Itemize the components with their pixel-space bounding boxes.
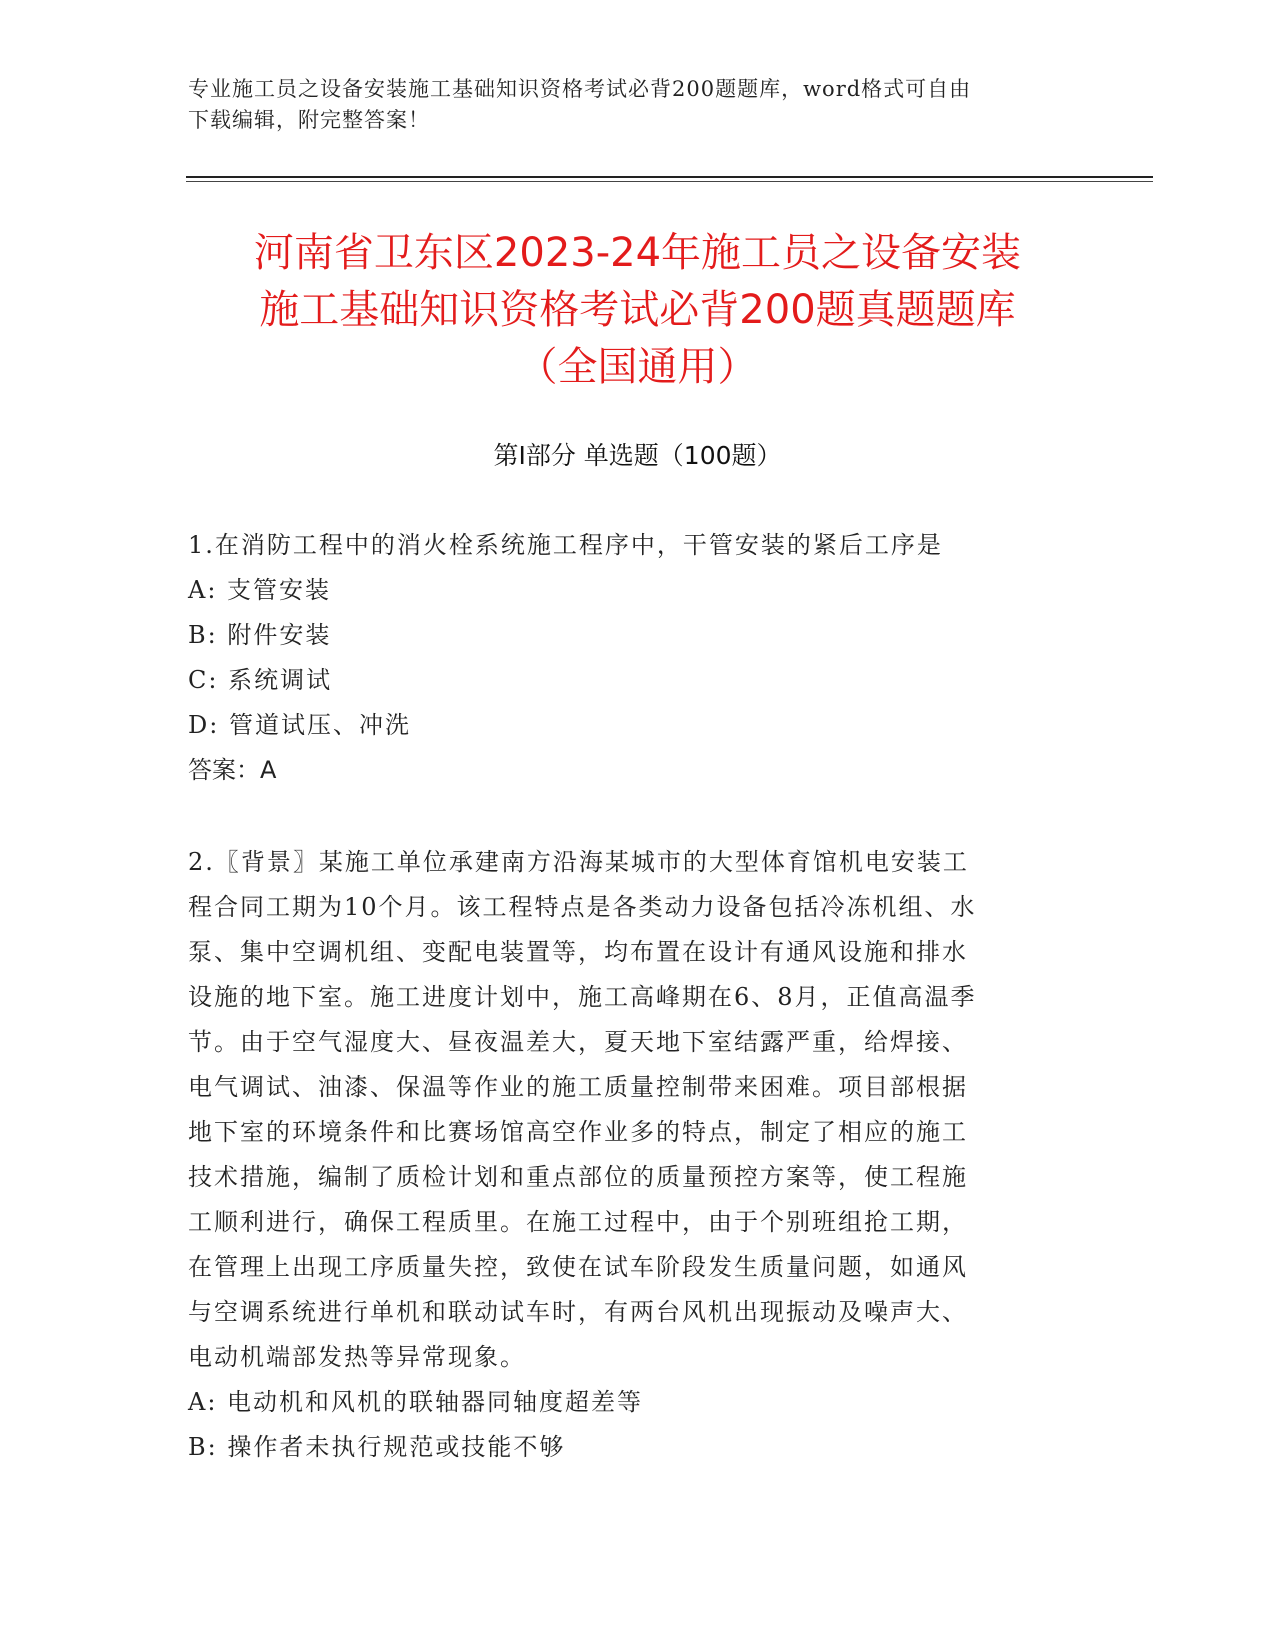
question-stem-line: 电动机端部发热等异常现象。 — [188, 1343, 526, 1371]
title-line-1: 河南省卫东区2023-24年施工员之设备安装 — [253, 230, 1022, 276]
option-b: B: 附件安装 — [188, 621, 332, 649]
question-2 — [188, 840, 1068, 1470]
question-stem: 1.在消防工程中的消火栓系统施工程序中，干管安装的紧后工序是 — [188, 531, 943, 559]
question-1 — [188, 523, 1068, 793]
option-a: A: 支管安装 — [188, 576, 332, 604]
document-title — [150, 225, 1125, 396]
question-list — [188, 523, 1068, 1470]
question-stem-line: 设施的地下室。施工进度计划中，施工高峰期在6、8月，正值高温季 — [188, 983, 977, 1011]
question-stem-line: 电气调试、油漆、保温等作业的施工质量控制带来困难。项目部根据 — [188, 1073, 968, 1101]
header-note-line-1: 专业施工员之设备安装施工基础知识资格考试必背200题题库，word格式可自由 — [188, 77, 972, 101]
question-stem-line: 程合同工期为10个月。该工程特点是各类动力设备包括冷冻机组、水 — [188, 893, 977, 921]
header-rule-thick — [186, 176, 1153, 178]
question-stem-line: 与空调系统进行单机和联动试车时，有两台风机出现振动及噪声大、 — [188, 1298, 968, 1326]
option-b: B: 操作者未执行规范或技能不够 — [188, 1433, 566, 1461]
question-stem-line: 2.〖背景〗某施工单位承建南方沿海某城市的大型体育馆机电安装工 — [188, 848, 969, 876]
question-spacer — [188, 793, 1068, 840]
question-stem-line: 泵、集中空调机组、变配电装置等，均布置在设计有通风设施和排水 — [188, 938, 968, 966]
question-stem-line: 工顺利进行，确保工程质里。在施工过程中，由于个别班组抢工期， — [188, 1208, 968, 1236]
title-line-3: （全国通用） — [517, 344, 758, 390]
question-stem-line: 在管理上出现工序质量失控，致使在试车阶段发生质量问题，如通风 — [188, 1253, 968, 1281]
question-stem-line: 地下室的环境条件和比赛场馆高空作业多的特点，制定了相应的施工 — [188, 1118, 968, 1146]
answer-line: 答案：A — [188, 756, 277, 784]
header-rule-thin — [186, 181, 1153, 182]
question-stem-line: 节。由于空气湿度大、昼夜温差大，夏天地下室结露严重，给焊接、 — [188, 1028, 968, 1056]
option-a: A: 电动机和风机的联轴器同轴度超差等 — [188, 1388, 644, 1416]
header-note — [188, 74, 1088, 136]
question-stem-line: 技术措施，编制了质检计划和重点部位的质量预控方案等，使工程施 — [188, 1163, 968, 1191]
header-note-line-2: 下载编辑，附完整答案！ — [188, 108, 430, 132]
option-d: D: 管道试压、冲洗 — [188, 711, 411, 739]
title-line-2: 施工基础知识资格考试必背200题真题题库 — [259, 287, 1016, 333]
section-heading: 第Ⅰ部分 单选题（100题） — [493, 441, 782, 470]
option-c: C: 系统调试 — [188, 666, 333, 694]
